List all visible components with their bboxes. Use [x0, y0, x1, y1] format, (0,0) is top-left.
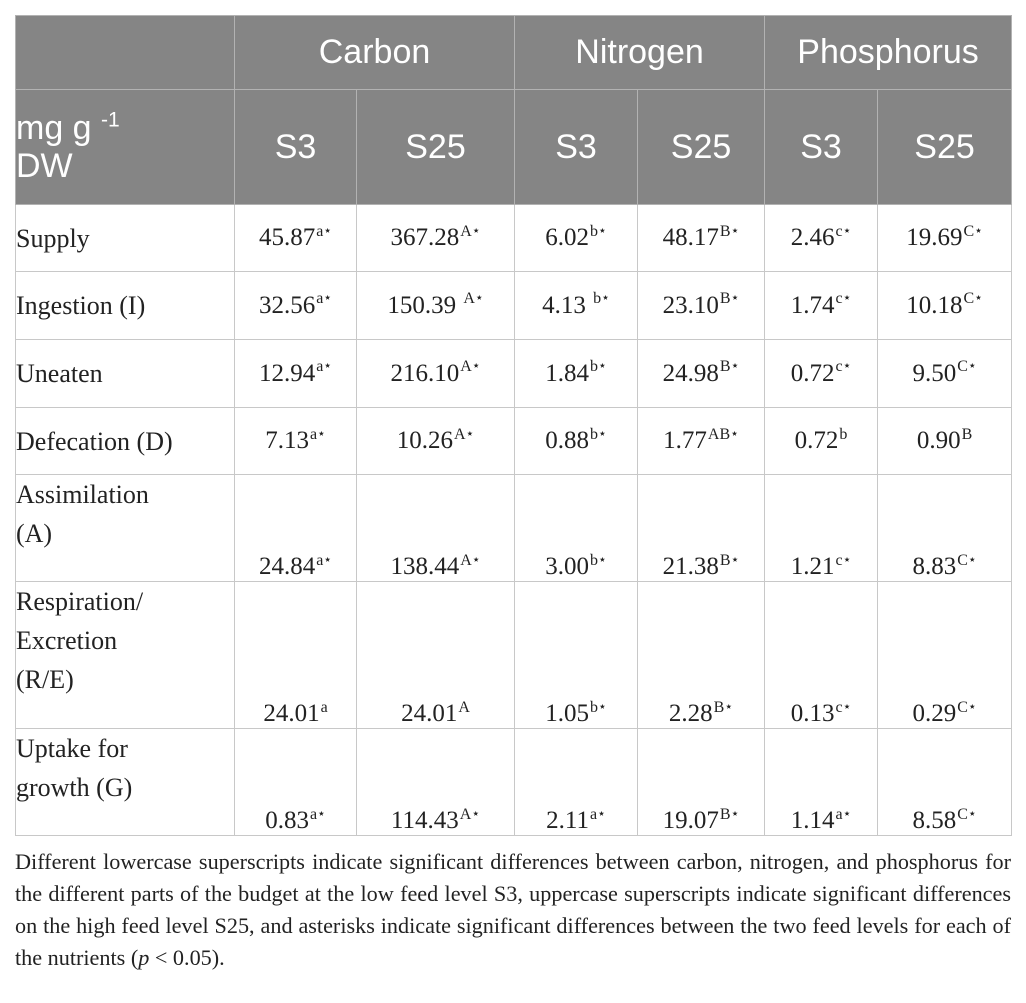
row-label-line: Defecation (D) — [16, 426, 173, 456]
cell-carbon-s25 — [357, 475, 515, 582]
significance-superscript — [835, 290, 851, 307]
cell-carbon-s25 — [357, 340, 515, 408]
table-body — [16, 205, 1012, 836]
significance-superscript — [590, 358, 607, 375]
cell-carbon-s25 — [357, 272, 515, 340]
cell-nitrogen-s3 — [515, 272, 638, 340]
cell-phosphorus-s3 — [765, 475, 878, 582]
significance-asterisk: ⋆ — [471, 359, 481, 375]
row-label-line: (R/E) — [16, 665, 74, 694]
cell-phosphorus-s25 — [878, 729, 1012, 836]
cell-value: 1.84 — [545, 359, 589, 387]
footnote-text-end: < 0.05). — [149, 945, 225, 970]
significance-superscript — [590, 223, 607, 240]
row-label-line: Uneaten — [16, 359, 103, 388]
significance-asterisk: ⋆ — [323, 223, 333, 239]
significance-letter: B — [961, 425, 973, 443]
row-label — [16, 272, 235, 340]
significance-letter: c — [835, 290, 843, 308]
cell-phosphorus-s25 — [878, 272, 1012, 340]
unit-label-exponent: -1 — [101, 108, 120, 132]
significance-letter: AB — [707, 425, 731, 443]
cell-nitrogen-s25 — [638, 205, 765, 272]
cell-value: 0.88 — [545, 427, 589, 454]
cell-value: 1.77 — [663, 427, 707, 454]
significance-superscript — [963, 290, 982, 307]
significance-asterisk: ⋆ — [724, 699, 734, 715]
cell-value: 19.07 — [662, 807, 719, 834]
cell-nitrogen-s3 — [515, 340, 638, 408]
cell-phosphorus-s3 — [765, 582, 878, 729]
significance-superscript — [835, 358, 851, 375]
significance-asterisk: ⋆ — [471, 552, 481, 568]
significance-letter: a — [320, 698, 328, 716]
significance-letter: B — [719, 290, 731, 308]
row-label — [16, 205, 235, 272]
significance-superscript — [720, 806, 739, 823]
significance-letter: a — [309, 805, 318, 823]
cell-value: 6.02 — [545, 224, 589, 251]
row-label — [16, 582, 235, 729]
cell-nitrogen-s3 — [515, 205, 638, 272]
nutrient-budget-table — [15, 15, 1012, 836]
significance-letter: A — [458, 698, 470, 716]
table-row — [16, 272, 1012, 340]
significance-asterisk: ⋆ — [598, 699, 607, 715]
significance-superscript — [720, 290, 739, 307]
significance-asterisk: ⋆ — [323, 359, 333, 375]
significance-letter: C — [957, 805, 968, 823]
significance-letter: B — [719, 551, 731, 569]
cell-carbon-s3 — [235, 582, 357, 729]
significance-asterisk: ⋆ — [974, 223, 983, 239]
header-phosphorus: Phosphorus — [765, 16, 1012, 90]
significance-superscript — [590, 806, 606, 823]
significance-superscript — [835, 699, 851, 716]
significance-superscript — [316, 552, 332, 569]
cell-nitrogen-s25 — [638, 582, 765, 729]
significance-asterisk: ⋆ — [730, 426, 739, 442]
significance-superscript — [316, 290, 332, 307]
row-label-line: (A) — [16, 519, 53, 548]
significance-asterisk: ⋆ — [598, 223, 607, 239]
header-group-row — [16, 16, 1012, 90]
significance-letter: A — [460, 222, 472, 240]
significance-letter: C — [963, 290, 975, 308]
cell-value: 24.01 — [263, 700, 320, 727]
significance-asterisk: ⋆ — [598, 426, 607, 442]
cell-value: 12.94 — [258, 359, 316, 387]
table-row — [16, 205, 1012, 272]
significance-letter: a — [589, 805, 598, 823]
significance-letter: b — [590, 222, 598, 240]
significance-asterisk: ⋆ — [842, 359, 852, 375]
significance-letter: a — [309, 425, 318, 443]
significance-asterisk: ⋆ — [323, 552, 333, 568]
cell-value: 4.13 — [542, 291, 593, 319]
table-row — [16, 582, 1012, 729]
significance-letter: a — [835, 805, 843, 823]
significance-superscript — [720, 552, 739, 569]
significance-asterisk: ⋆ — [967, 699, 977, 715]
cell-value: 0.13 — [790, 700, 835, 727]
header-corner-cell — [16, 16, 235, 90]
header-nitrogen: Nitrogen — [515, 16, 765, 90]
significance-superscript — [454, 426, 474, 443]
cell-value: 216.10 — [390, 359, 460, 387]
significance-asterisk: ⋆ — [967, 552, 977, 568]
cell-value: 9.50 — [912, 359, 957, 387]
significance-superscript — [714, 699, 733, 716]
subheader-phosphorus-s3: S3 — [765, 90, 878, 205]
significance-letter: C — [957, 698, 968, 716]
row-label-line: Supply — [16, 223, 90, 253]
significance-letter: a — [316, 222, 324, 240]
cell-value: 367.28 — [390, 224, 460, 251]
cell-phosphorus-s3 — [765, 205, 878, 272]
significance-letter: b — [593, 290, 602, 308]
significance-letter: A — [463, 290, 475, 308]
table-row — [16, 340, 1012, 408]
subheader-carbon-s3: S3 — [235, 90, 357, 205]
cell-nitrogen-s25 — [638, 729, 765, 836]
cell-value: 32.56 — [258, 291, 316, 319]
significance-asterisk: ⋆ — [317, 806, 326, 822]
significance-letter: a — [316, 358, 324, 376]
significance-superscript — [962, 426, 973, 443]
cell-value: 10.26 — [396, 427, 453, 454]
cell-value: 114.43 — [390, 807, 459, 834]
significance-superscript — [316, 223, 332, 240]
significance-letter: a — [316, 551, 324, 569]
cell-value: 48.17 — [662, 224, 719, 251]
significance-letter: c — [835, 551, 843, 569]
cell-carbon-s25 — [357, 729, 515, 836]
significance-asterisk: ⋆ — [598, 552, 607, 568]
significance-superscript — [460, 223, 480, 240]
significance-asterisk: ⋆ — [842, 223, 852, 239]
significance-superscript — [957, 358, 976, 375]
significance-asterisk: ⋆ — [317, 426, 326, 442]
significance-letter: b — [590, 698, 598, 716]
row-label-line: Uptake for — [16, 734, 128, 763]
cell-phosphorus-s3 — [765, 340, 878, 408]
significance-superscript — [839, 426, 847, 443]
cell-value: 19.69 — [906, 224, 963, 251]
significance-superscript — [590, 426, 607, 443]
significance-asterisk: ⋆ — [842, 552, 852, 568]
significance-superscript — [835, 552, 851, 569]
table-row — [16, 475, 1012, 582]
row-label-line: Respiration/ — [16, 587, 144, 616]
table-footnote — [15, 846, 1011, 974]
row-label-line: growth (G) — [16, 773, 133, 802]
cell-value: 150.39 — [387, 291, 463, 319]
cell-value: 0.72 — [794, 427, 839, 454]
cell-value: 24.84 — [258, 553, 316, 580]
significance-superscript — [310, 426, 326, 443]
cell-phosphorus-s25 — [878, 475, 1012, 582]
cell-value: 8.58 — [912, 807, 957, 834]
cell-carbon-s3 — [235, 272, 357, 340]
significance-letter: C — [957, 358, 968, 376]
cell-carbon-s3 — [235, 340, 357, 408]
row-label-line: Excretion — [16, 626, 118, 655]
cell-nitrogen-s25 — [638, 408, 765, 475]
cell-phosphorus-s25 — [878, 205, 1012, 272]
significance-asterisk: ⋆ — [597, 806, 606, 822]
cell-value: 24.01 — [401, 700, 458, 727]
significance-superscript — [590, 552, 607, 569]
significance-asterisk: ⋆ — [323, 291, 333, 307]
significance-asterisk: ⋆ — [474, 291, 484, 307]
header-carbon: Carbon — [235, 16, 515, 90]
cell-nitrogen-s3 — [515, 582, 638, 729]
significance-asterisk: ⋆ — [471, 223, 481, 239]
significance-superscript — [835, 806, 851, 823]
significance-asterisk: ⋆ — [730, 552, 740, 568]
row-label — [16, 408, 235, 475]
significance-superscript — [590, 699, 607, 716]
cell-value: 10.18 — [906, 291, 963, 319]
significance-asterisk: ⋆ — [842, 699, 852, 715]
footnote-p-symbol: p — [138, 945, 150, 970]
significance-superscript — [720, 223, 739, 240]
cell-phosphorus-s3 — [765, 272, 878, 340]
cell-nitrogen-s25 — [638, 475, 765, 582]
significance-asterisk: ⋆ — [842, 291, 852, 307]
significance-letter: B — [719, 805, 731, 823]
significance-superscript — [321, 699, 328, 716]
cell-value: 0.29 — [912, 700, 957, 727]
significance-asterisk: ⋆ — [730, 806, 740, 822]
footnote-text-start: Different lowercase superscripts indicate significant differences between carbon, nitrogen, and phosphorus for the different parts of the budget at the low feed level S3, uppercase superscripts indicate significant differences on the high feed level S25, and asterisks indicate significant differences between the two feed levels for each of the nutrients ( — [15, 849, 1011, 970]
cell-value: 1.21 — [790, 553, 835, 580]
significance-asterisk: ⋆ — [598, 359, 607, 375]
significance-superscript — [316, 358, 332, 375]
significance-superscript — [460, 358, 480, 375]
subheader-carbon-s25: S25 — [357, 90, 515, 205]
significance-superscript — [460, 806, 480, 823]
cell-value: 0.83 — [265, 807, 309, 834]
significance-asterisk: ⋆ — [730, 223, 740, 239]
cell-carbon-s25 — [357, 408, 515, 475]
significance-letter: b — [590, 358, 598, 376]
row-label-line: Ingestion (I) — [16, 291, 146, 320]
significance-letter: B — [719, 222, 731, 240]
significance-asterisk: ⋆ — [967, 806, 977, 822]
significance-asterisk: ⋆ — [730, 291, 740, 307]
significance-superscript — [460, 552, 480, 569]
row-label — [16, 475, 235, 582]
cell-value: 1.74 — [790, 291, 835, 319]
significance-superscript — [963, 223, 982, 240]
row-label — [16, 729, 235, 836]
cell-value: 2.46 — [790, 224, 835, 251]
significance-asterisk: ⋆ — [967, 359, 977, 375]
cell-phosphorus-s25 — [878, 408, 1012, 475]
cell-value: 3.00 — [545, 553, 589, 580]
cell-value: 0.72 — [790, 359, 835, 387]
cell-phosphorus-s25 — [878, 340, 1012, 408]
significance-asterisk: ⋆ — [601, 291, 610, 307]
cell-carbon-s25 — [357, 205, 515, 272]
significance-letter: B — [713, 698, 725, 716]
cell-nitrogen-s3 — [515, 475, 638, 582]
cell-carbon-s3 — [235, 205, 357, 272]
unit-label-main: mg g — [16, 109, 92, 147]
cell-nitrogen-s3 — [515, 729, 638, 836]
significance-superscript — [708, 426, 739, 443]
cell-nitrogen-s3 — [515, 408, 638, 475]
significance-superscript — [720, 358, 739, 375]
table-row — [16, 729, 1012, 836]
significance-superscript — [310, 806, 326, 823]
cell-nitrogen-s25 — [638, 272, 765, 340]
cell-carbon-s3 — [235, 475, 357, 582]
significance-letter: C — [957, 551, 968, 569]
cell-value: 2.11 — [546, 807, 589, 834]
significance-superscript — [463, 290, 483, 307]
significance-letter: A — [459, 805, 472, 823]
cell-value: 21.38 — [662, 553, 719, 580]
significance-superscript — [835, 223, 851, 240]
cell-phosphorus-s25 — [878, 582, 1012, 729]
significance-superscript — [957, 806, 976, 823]
cell-value: 2.28 — [668, 700, 713, 727]
significance-letter: b — [839, 425, 848, 443]
significance-letter: b — [590, 425, 598, 443]
cell-value: 24.98 — [662, 359, 719, 387]
cell-carbon-s3 — [235, 729, 357, 836]
significance-asterisk: ⋆ — [974, 291, 983, 307]
row-label — [16, 340, 235, 408]
significance-asterisk: ⋆ — [730, 359, 740, 375]
significance-asterisk: ⋆ — [471, 806, 481, 822]
significance-letter: A — [453, 425, 466, 443]
unit-label — [16, 90, 235, 205]
subheader-nitrogen-s25: S25 — [638, 90, 765, 205]
cell-value: 0.90 — [916, 427, 961, 454]
cell-nitrogen-s25 — [638, 340, 765, 408]
subheader-phosphorus-s25: S25 — [878, 90, 1012, 205]
cell-value: 1.14 — [790, 807, 835, 834]
cell-phosphorus-s3 — [765, 408, 878, 475]
significance-letter: c — [835, 698, 843, 716]
cell-value: 138.44 — [390, 553, 460, 580]
significance-letter: c — [835, 358, 843, 376]
header-sub-row — [16, 90, 1012, 205]
significance-superscript — [957, 552, 976, 569]
cell-value: 7.13 — [265, 427, 309, 454]
unit-label-tail: DW — [16, 147, 73, 185]
significance-letter: B — [719, 358, 731, 376]
table-row — [16, 408, 1012, 475]
significance-superscript — [458, 699, 470, 716]
subheader-nitrogen-s3: S3 — [515, 90, 638, 205]
cell-value: 23.10 — [662, 291, 719, 319]
cell-carbon-s25 — [357, 582, 515, 729]
significance-letter: c — [835, 222, 843, 240]
cell-value: 8.83 — [912, 553, 957, 580]
significance-letter: A — [460, 358, 472, 376]
row-label-line: Assimilation — [16, 480, 149, 509]
significance-asterisk: ⋆ — [465, 426, 475, 442]
significance-asterisk: ⋆ — [842, 806, 852, 822]
cell-phosphorus-s3 — [765, 729, 878, 836]
significance-letter: a — [316, 290, 324, 308]
significance-superscript — [957, 699, 976, 716]
significance-letter: C — [963, 222, 975, 240]
cell-value: 1.05 — [545, 700, 589, 727]
significance-letter: b — [590, 551, 598, 569]
significance-letter: A — [460, 551, 472, 569]
significance-superscript — [593, 290, 610, 307]
cell-carbon-s3 — [235, 408, 357, 475]
cell-value: 45.87 — [258, 224, 316, 251]
